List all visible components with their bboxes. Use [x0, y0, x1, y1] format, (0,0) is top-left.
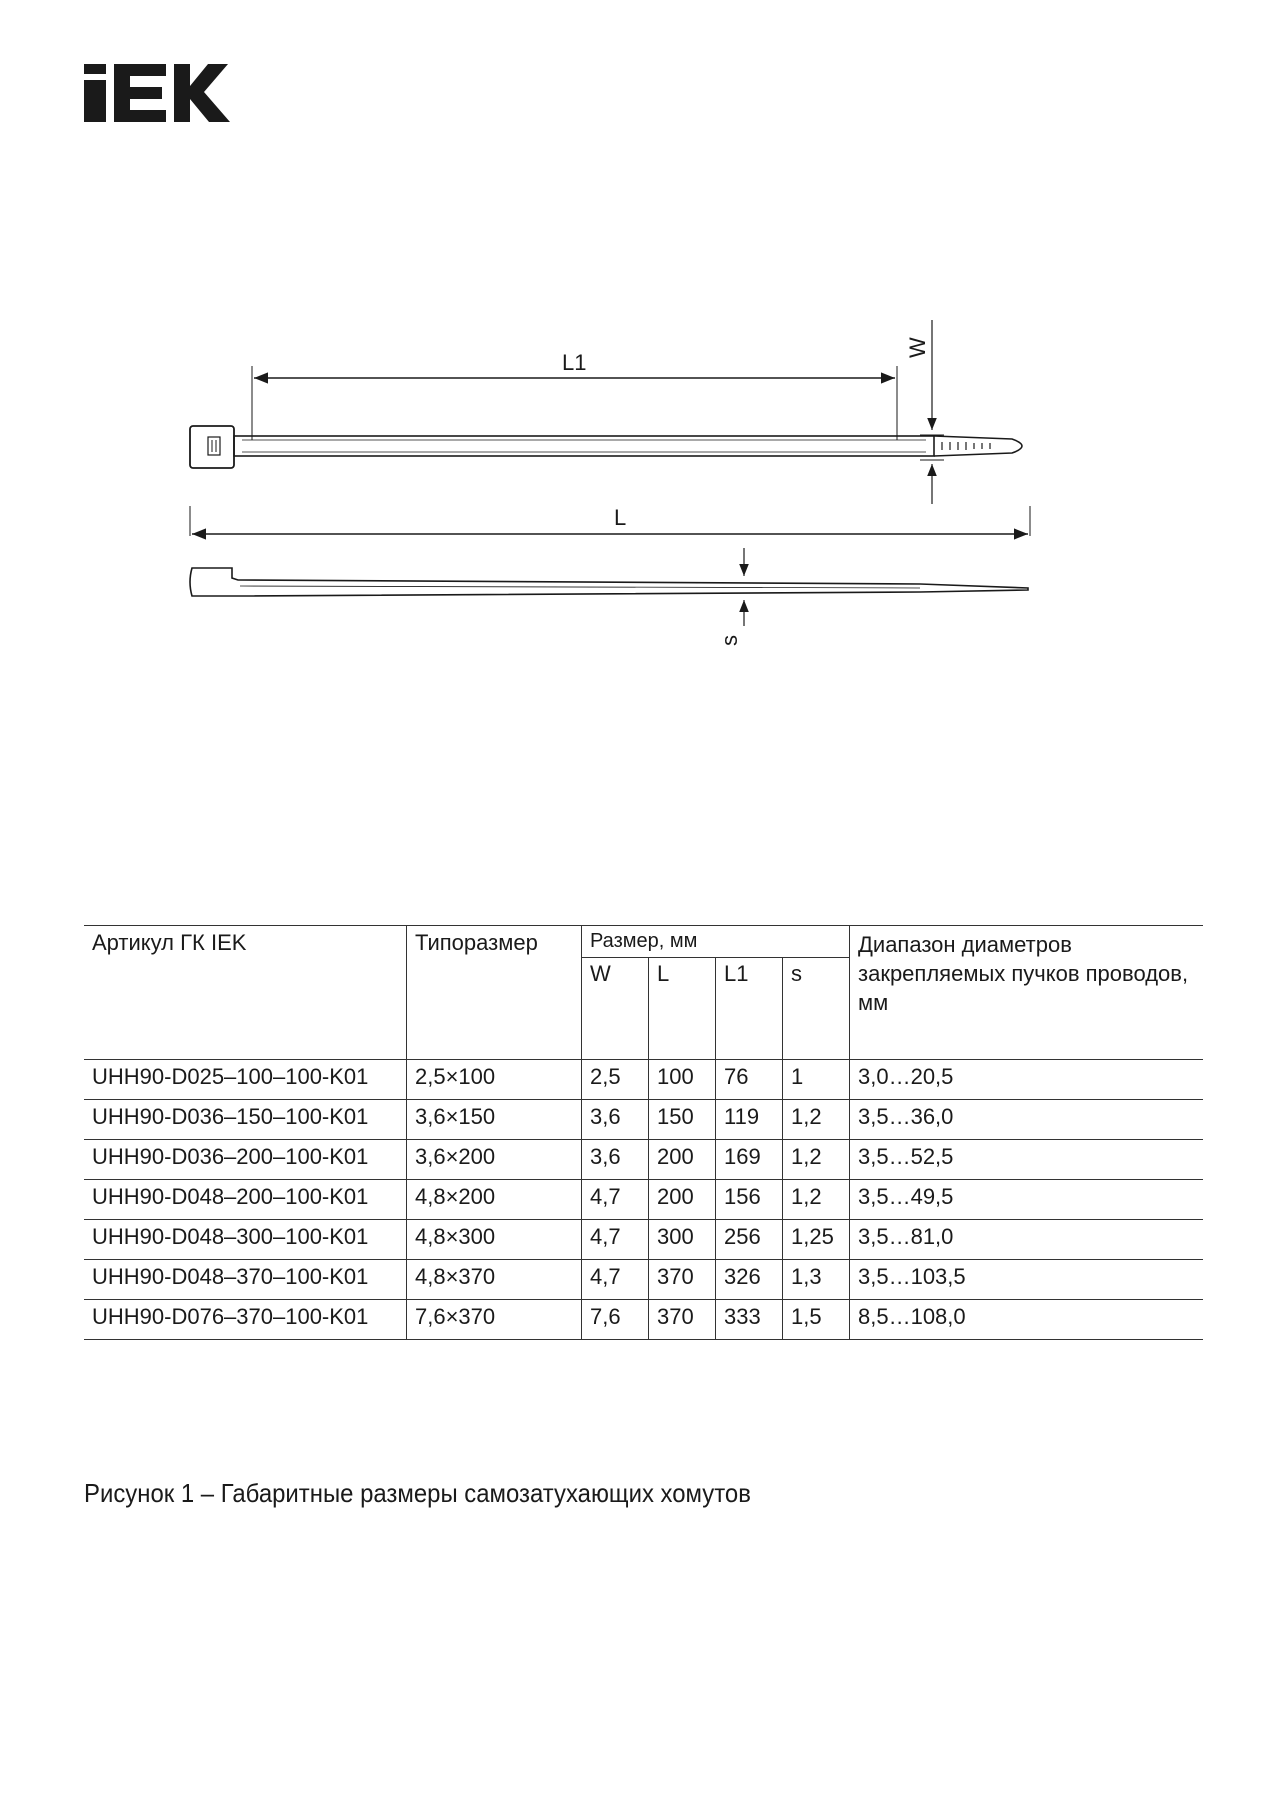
cell-w: 7,6 — [582, 1300, 649, 1340]
header-size-type: Типоразмер — [407, 926, 582, 1060]
cell-s: 1,25 — [783, 1220, 850, 1260]
cell-s: 1 — [783, 1060, 850, 1100]
cell-range: 3,0…20,5 — [850, 1060, 1204, 1100]
cell-size-type: 3,6×150 — [407, 1100, 582, 1140]
table-row — [84, 1220, 1203, 1260]
table-row — [84, 1100, 1203, 1140]
cell-l1: 333 — [716, 1300, 783, 1340]
cell-range: 8,5…108,0 — [850, 1300, 1204, 1340]
cell-size-type: 4,8×200 — [407, 1180, 582, 1220]
cell-l1: 76 — [716, 1060, 783, 1100]
cell-w: 4,7 — [582, 1260, 649, 1300]
header-range: Диапазон диаметров закрепляемых пучков проводов, мм — [850, 926, 1204, 1060]
cell-range: 3,5…49,5 — [850, 1180, 1204, 1220]
cell-range: 3,5…36,0 — [850, 1100, 1204, 1140]
cell-l: 370 — [649, 1260, 716, 1300]
header-s: s — [783, 958, 850, 1060]
cell-l1: 326 — [716, 1260, 783, 1300]
figure-caption: Рисунок 1 – Габаритные размеры самозатухающих хомутов — [84, 1478, 751, 1508]
cell-l: 100 — [649, 1060, 716, 1100]
cell-w: 4,7 — [582, 1220, 649, 1260]
cell-size-type: 4,8×370 — [407, 1260, 582, 1300]
cell-range: 3,5…81,0 — [850, 1220, 1204, 1260]
cell-l1: 119 — [716, 1100, 783, 1140]
cell-l1: 156 — [716, 1180, 783, 1220]
cell-l1: 169 — [716, 1140, 783, 1180]
cell-l: 300 — [649, 1220, 716, 1260]
iek-logo — [84, 64, 230, 122]
table-row — [84, 1300, 1203, 1340]
header-row — [84, 926, 1203, 958]
cell-size-type: 2,5×100 — [407, 1060, 582, 1100]
table-row — [84, 1140, 1203, 1180]
spec-table — [84, 925, 1203, 1340]
cell-size-type: 7,6×370 — [407, 1300, 582, 1340]
table-row — [84, 1180, 1203, 1220]
header-size-group: Размер, мм — [582, 926, 850, 958]
cell-article: UHH90-D036–150–100-K01 — [84, 1100, 407, 1140]
cell-s: 1,3 — [783, 1260, 850, 1300]
cell-w: 2,5 — [582, 1060, 649, 1100]
table-row — [84, 1260, 1203, 1300]
header-article: Артикул ГК IEK — [84, 926, 407, 1060]
label-w: W — [905, 337, 930, 358]
cell-article: UHH90-D048–370–100-K01 — [84, 1260, 407, 1300]
label-s: s — [717, 635, 742, 646]
label-l: L — [614, 505, 627, 530]
cell-l: 150 — [649, 1100, 716, 1140]
cell-w: 3,6 — [582, 1100, 649, 1140]
cell-w: 3,6 — [582, 1140, 649, 1180]
cell-l: 370 — [649, 1300, 716, 1340]
cable-tie-drawing — [180, 310, 1060, 660]
cell-s: 1,2 — [783, 1100, 850, 1140]
cell-s: 1,2 — [783, 1180, 850, 1220]
cell-article: UHH90-D036–200–100-K01 — [84, 1140, 407, 1180]
cell-s: 1,2 — [783, 1140, 850, 1180]
table-row — [84, 1060, 1203, 1100]
header-l: L — [649, 958, 716, 1060]
cell-s: 1,5 — [783, 1300, 850, 1340]
cell-article: UHH90-D025–100–100-K01 — [84, 1060, 407, 1100]
cell-l: 200 — [649, 1140, 716, 1180]
cell-article: UHH90-D048–200–100-K01 — [84, 1180, 407, 1220]
cell-l: 200 — [649, 1180, 716, 1220]
cell-w: 4,7 — [582, 1180, 649, 1220]
cell-range: 3,5…103,5 — [850, 1260, 1204, 1300]
cell-range: 3,5…52,5 — [850, 1140, 1204, 1180]
header-l1: L1 — [716, 958, 783, 1060]
cell-size-type: 4,8×300 — [407, 1220, 582, 1260]
cell-l1: 256 — [716, 1220, 783, 1260]
cell-article: UHH90-D048–300–100-K01 — [84, 1220, 407, 1260]
header-w: W — [582, 958, 649, 1060]
cell-size-type: 3,6×200 — [407, 1140, 582, 1180]
label-l1: L1 — [562, 350, 587, 375]
cell-article: UHH90-D076–370–100-K01 — [84, 1300, 407, 1340]
